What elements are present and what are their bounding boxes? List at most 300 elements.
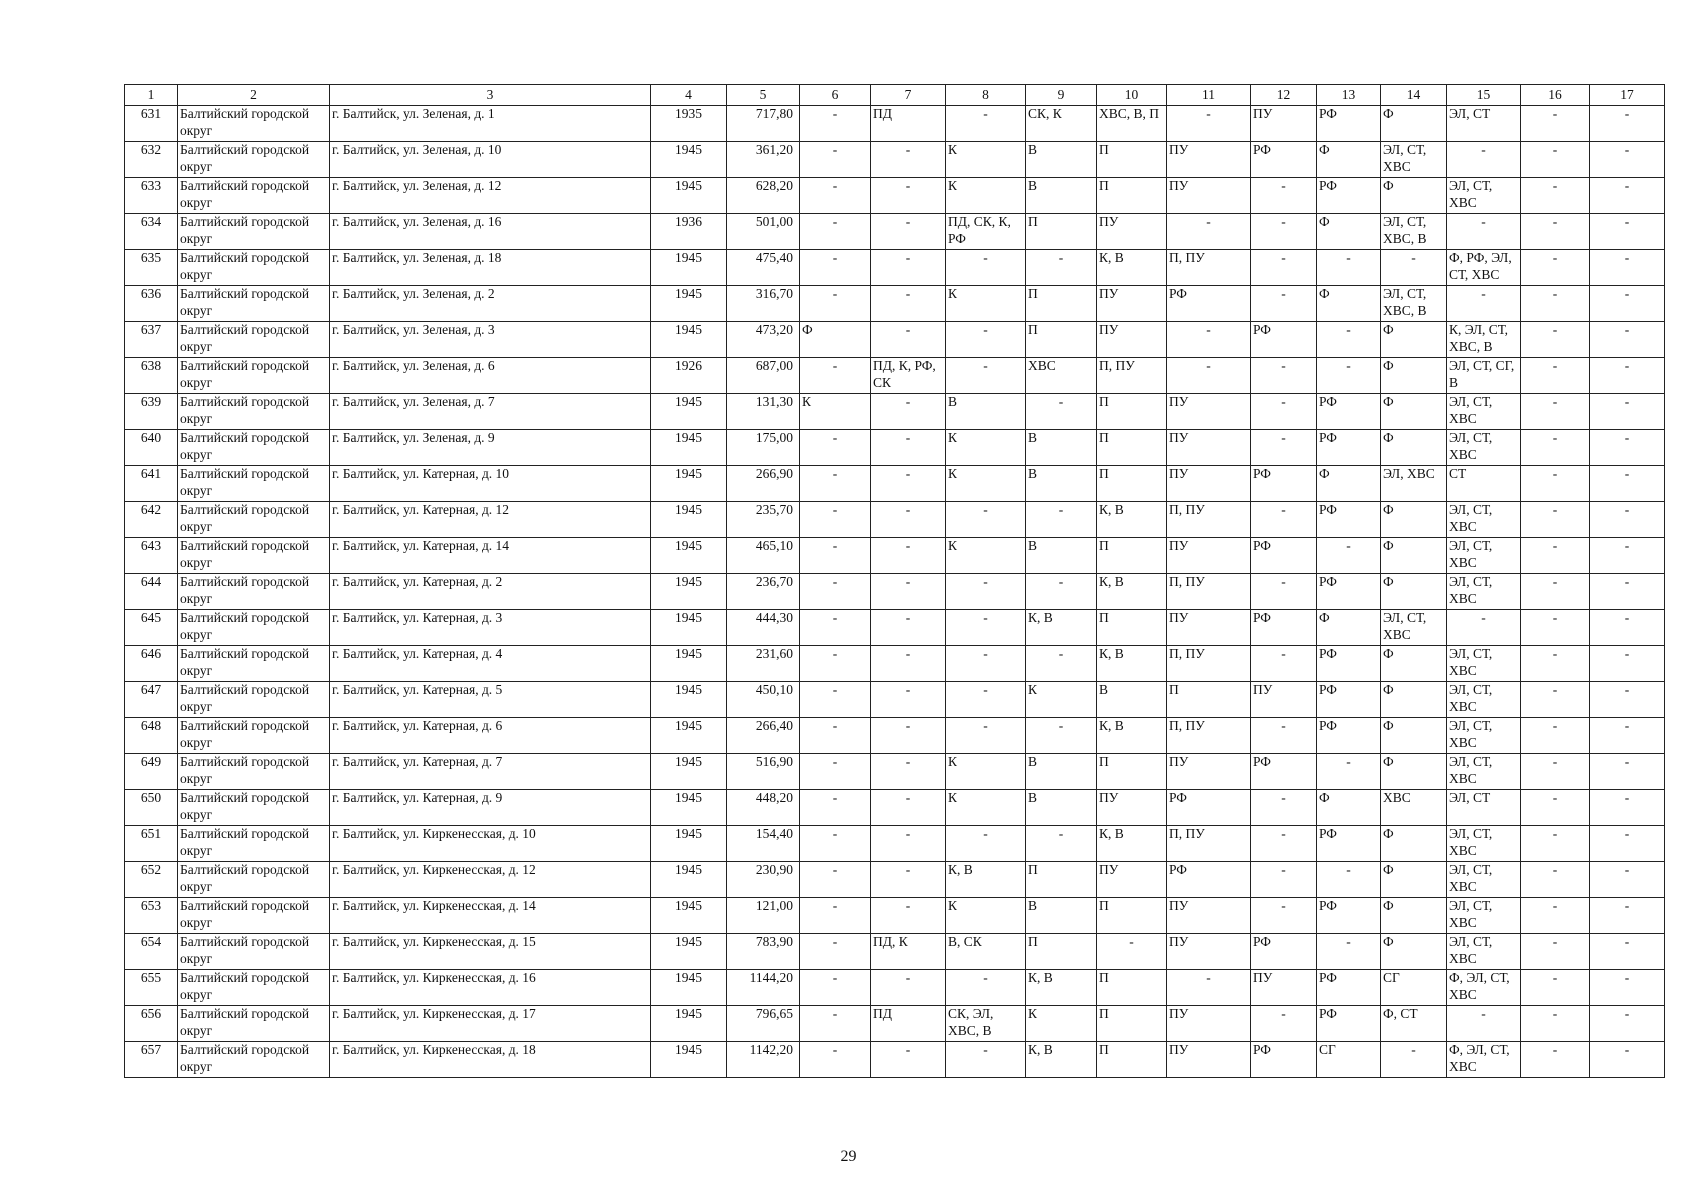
table-cell: РФ <box>1167 790 1251 826</box>
table-cell: Ф <box>1381 178 1447 214</box>
table-cell: 1945 <box>651 430 727 466</box>
table-cell: РФ <box>1167 286 1251 322</box>
table-row <box>125 610 1665 646</box>
table-cell: - <box>1590 610 1665 646</box>
table-cell: П <box>1097 898 1167 934</box>
table-cell: 230,90 <box>727 862 800 898</box>
column-header: 8 <box>946 85 1026 106</box>
table-cell: Ф <box>1381 862 1447 898</box>
table-cell: - <box>800 286 871 322</box>
table-row <box>125 142 1665 178</box>
table-cell: - <box>1521 970 1590 1006</box>
table-cell: 448,20 <box>727 790 800 826</box>
table-cell: 154,40 <box>727 826 800 862</box>
column-header: 4 <box>651 85 727 106</box>
table-cell: - <box>800 502 871 538</box>
table-cell: ЭЛ, СТ, ХВС <box>1447 754 1521 790</box>
table-cell: 1945 <box>651 646 727 682</box>
table-row <box>125 430 1665 466</box>
table-cell: - <box>946 106 1026 142</box>
table-cell: П <box>1097 178 1167 214</box>
table-cell: - <box>1521 610 1590 646</box>
table-cell: - <box>800 646 871 682</box>
column-header: 5 <box>727 85 800 106</box>
table-cell: - <box>1026 250 1097 286</box>
column-header: 6 <box>800 85 871 106</box>
table-cell: П <box>1026 214 1097 250</box>
table-cell: - <box>1167 214 1251 250</box>
table-cell: г. Балтийск, ул. Киркенесская, д. 18 <box>330 1042 651 1078</box>
table-row <box>125 826 1665 862</box>
table-cell: В, СК <box>946 934 1026 970</box>
table-cell: 1935 <box>651 106 727 142</box>
table-cell: СТ <box>1447 466 1521 502</box>
table-cell: Ф <box>1381 358 1447 394</box>
table-cell: Ф <box>1381 754 1447 790</box>
table-cell: К <box>946 790 1026 826</box>
table-cell: ЭЛ, СТ, ХВС <box>1447 898 1521 934</box>
table-cell: г. Балтийск, ул. Катерная, д. 10 <box>330 466 651 502</box>
table-cell: Балтийский городской округ <box>178 1042 330 1078</box>
table-cell: 654 <box>125 934 178 970</box>
table-cell: ЭЛ, СТ, ХВС <box>1447 682 1521 718</box>
table-cell: - <box>1521 718 1590 754</box>
table-cell: РФ <box>1317 898 1381 934</box>
table-cell: 1936 <box>651 214 727 250</box>
table-cell: - <box>1317 322 1381 358</box>
table-cell: РФ <box>1251 1042 1317 1078</box>
table-cell: - <box>871 574 946 610</box>
table-cell: 1945 <box>651 286 727 322</box>
table-cell: ХВС <box>1381 790 1447 826</box>
table-cell: г. Балтийск, ул. Зеленая, д. 18 <box>330 250 651 286</box>
table-cell: П <box>1097 466 1167 502</box>
table-cell: Ф <box>1381 682 1447 718</box>
table-cell: - <box>1251 286 1317 322</box>
table-row <box>125 466 1665 502</box>
table-cell: 1945 <box>651 178 727 214</box>
table-cell: г. Балтийск, ул. Катерная, д. 4 <box>330 646 651 682</box>
table-row <box>125 178 1665 214</box>
table-cell: 717,80 <box>727 106 800 142</box>
table-cell: СГ <box>1317 1042 1381 1078</box>
table-cell: - <box>1447 286 1521 322</box>
table-cell: РФ <box>1317 106 1381 142</box>
table-cell: 1945 <box>651 394 727 430</box>
table-cell: 642 <box>125 502 178 538</box>
table-cell: - <box>946 322 1026 358</box>
table-header-row <box>125 85 1665 106</box>
table-cell: П <box>1097 430 1167 466</box>
table-cell: К, В <box>1097 718 1167 754</box>
table-cell: ЭЛ, СТ, ХВС <box>1447 826 1521 862</box>
table-cell: ЭЛ, СТ, ХВС <box>1381 142 1447 178</box>
table-cell: - <box>800 574 871 610</box>
table-cell: Ф, ЭЛ, СТ, ХВС <box>1447 970 1521 1006</box>
table-cell: РФ <box>1251 538 1317 574</box>
table-cell: ПУ <box>1167 538 1251 574</box>
table-cell: 1945 <box>651 826 727 862</box>
table-cell: ЭЛ, ХВС <box>1381 466 1447 502</box>
table-cell: 1945 <box>651 610 727 646</box>
table-cell: - <box>1447 142 1521 178</box>
table-cell: ПУ <box>1251 106 1317 142</box>
table-cell: - <box>1317 538 1381 574</box>
table-cell: ПУ <box>1167 1006 1251 1042</box>
table-cell: 657 <box>125 1042 178 1078</box>
table-cell: г. Балтийск, ул. Катерная, д. 7 <box>330 754 651 790</box>
table-cell: 1945 <box>651 574 727 610</box>
table-cell: П <box>1026 862 1097 898</box>
table-cell: РФ <box>1317 826 1381 862</box>
table-cell: г. Балтийск, ул. Зеленая, д. 9 <box>330 430 651 466</box>
table-row <box>125 322 1665 358</box>
table-cell: Балтийский городской округ <box>178 934 330 970</box>
table-cell: - <box>871 538 946 574</box>
table-cell: г. Балтийск, ул. Зеленая, д. 16 <box>330 214 651 250</box>
table-cell: Балтийский городской округ <box>178 682 330 718</box>
table-cell: - <box>1521 646 1590 682</box>
table-cell: 475,40 <box>727 250 800 286</box>
table-cell: Балтийский городской округ <box>178 826 330 862</box>
table-cell: ПУ <box>1167 898 1251 934</box>
table-cell: 231,60 <box>727 646 800 682</box>
table-cell: - <box>1447 214 1521 250</box>
table-cell: - <box>1521 358 1590 394</box>
table-cell: - <box>800 430 871 466</box>
table-cell: 1945 <box>651 538 727 574</box>
table-cell: Балтийский городской округ <box>178 178 330 214</box>
table-cell: Балтийский городской округ <box>178 502 330 538</box>
table-cell: ПУ <box>1167 142 1251 178</box>
table-cell: - <box>800 250 871 286</box>
table-cell: - <box>800 970 871 1006</box>
table-cell: 1945 <box>651 250 727 286</box>
table-cell: - <box>1026 718 1097 754</box>
table-cell: Ф <box>1317 142 1381 178</box>
table-cell: - <box>871 142 946 178</box>
table-cell: - <box>1251 394 1317 430</box>
table-cell: 175,00 <box>727 430 800 466</box>
table-cell: П <box>1097 754 1167 790</box>
table-cell: - <box>946 646 1026 682</box>
table-cell: - <box>1590 862 1665 898</box>
table-cell: - <box>1590 574 1665 610</box>
table-cell: К <box>946 142 1026 178</box>
column-header: 10 <box>1097 85 1167 106</box>
column-header: 3 <box>330 85 651 106</box>
table-cell: 235,70 <box>727 502 800 538</box>
table-cell: ПУ <box>1167 430 1251 466</box>
table-cell: - <box>1521 862 1590 898</box>
table-cell: В <box>1026 898 1097 934</box>
table-cell: К, В <box>1026 970 1097 1006</box>
table-row <box>125 250 1665 286</box>
table-cell: - <box>800 898 871 934</box>
table-cell: - <box>1381 1042 1447 1078</box>
table-cell: - <box>946 250 1026 286</box>
table-cell: - <box>800 358 871 394</box>
table-cell: 636 <box>125 286 178 322</box>
table-cell: - <box>1251 574 1317 610</box>
table-cell: ХВС, В, П <box>1097 106 1167 142</box>
column-header: 9 <box>1026 85 1097 106</box>
table-cell: Балтийский городской округ <box>178 754 330 790</box>
table-cell: Балтийский городской округ <box>178 142 330 178</box>
table-cell: 647 <box>125 682 178 718</box>
table-cell: - <box>1447 1006 1521 1042</box>
table-cell: - <box>1590 718 1665 754</box>
table-cell: РФ <box>1317 682 1381 718</box>
table-cell: Ф, РФ, ЭЛ, СТ, ХВС <box>1447 250 1521 286</box>
table-cell: - <box>1317 358 1381 394</box>
table-cell: К, В <box>946 862 1026 898</box>
table-cell: 501,00 <box>727 214 800 250</box>
table-cell: - <box>1521 934 1590 970</box>
table-cell: - <box>1521 142 1590 178</box>
table-cell: - <box>946 574 1026 610</box>
table-cell: Ф <box>1317 286 1381 322</box>
table-cell: - <box>1590 322 1665 358</box>
table-row <box>125 862 1665 898</box>
table-cell: 653 <box>125 898 178 934</box>
table-cell: Ф, СТ <box>1381 1006 1447 1042</box>
table-cell: ПУ <box>1167 1042 1251 1078</box>
table-cell: 1945 <box>651 934 727 970</box>
table-cell: - <box>1590 682 1665 718</box>
table-cell: ЭЛ, СТ, ХВС <box>1447 538 1521 574</box>
table-cell: - <box>871 394 946 430</box>
table-cell: - <box>1590 286 1665 322</box>
table-cell: - <box>1590 754 1665 790</box>
table-cell: - <box>871 682 946 718</box>
table-cell: ПД <box>871 1006 946 1042</box>
table-cell: Ф <box>1381 322 1447 358</box>
table-cell: г. Балтийск, ул. Катерная, д. 14 <box>330 538 651 574</box>
table-cell: П, ПУ <box>1097 358 1167 394</box>
table-cell: - <box>1590 646 1665 682</box>
table-cell: РФ <box>1251 934 1317 970</box>
page-number: 29 <box>840 1148 857 1165</box>
table-cell: - <box>1590 394 1665 430</box>
table-cell: Ф <box>800 322 871 358</box>
table-cell: 796,65 <box>727 1006 800 1042</box>
table-cell: г. Балтийск, ул. Зеленая, д. 2 <box>330 286 651 322</box>
table-cell: РФ <box>1317 178 1381 214</box>
table-cell: 648 <box>125 718 178 754</box>
table-row <box>125 214 1665 250</box>
table-cell: - <box>1590 502 1665 538</box>
table-cell: К, В <box>1097 646 1167 682</box>
table-cell: - <box>1521 106 1590 142</box>
table-cell: ХВС <box>1026 358 1097 394</box>
table-cell: - <box>1167 322 1251 358</box>
table-cell: 783,90 <box>727 934 800 970</box>
table-cell: - <box>871 466 946 502</box>
table-cell: Ф <box>1381 430 1447 466</box>
table-cell: ЭЛ, СТ, ХВС <box>1447 430 1521 466</box>
table-cell: Ф <box>1317 790 1381 826</box>
table-row <box>125 718 1665 754</box>
table-cell: ПУ <box>1251 682 1317 718</box>
table-cell: ЭЛ, СТ, ХВС <box>1447 862 1521 898</box>
table-cell: Ф, ЭЛ, СТ, ХВС <box>1447 1042 1521 1078</box>
table-cell: Балтийский городской округ <box>178 970 330 1006</box>
table-row <box>125 574 1665 610</box>
table-cell: П, ПУ <box>1167 250 1251 286</box>
table-cell: - <box>1251 250 1317 286</box>
table-cell: П, ПУ <box>1167 718 1251 754</box>
table-cell: 641 <box>125 466 178 502</box>
table-row <box>125 934 1665 970</box>
table-cell: г. Балтийск, ул. Катерная, д. 2 <box>330 574 651 610</box>
table-cell: г. Балтийск, ул. Зеленая, д. 12 <box>330 178 651 214</box>
table-cell: - <box>1251 646 1317 682</box>
table-cell: - <box>1521 502 1590 538</box>
column-header: 13 <box>1317 85 1381 106</box>
table-cell: г. Балтийск, ул. Катерная, д. 9 <box>330 790 651 826</box>
table-cell: К <box>800 394 871 430</box>
table-cell: В <box>1026 466 1097 502</box>
table-cell: ЭЛ, СТ, ХВС <box>1447 178 1521 214</box>
table-cell: ПУ <box>1167 754 1251 790</box>
table-cell: Балтийский городской округ <box>178 1006 330 1042</box>
table-cell: РФ <box>1251 142 1317 178</box>
table-cell: ПУ <box>1167 610 1251 646</box>
table-cell: - <box>1251 430 1317 466</box>
table-cell: В <box>1097 682 1167 718</box>
table-cell: ЭЛ, СТ, ХВС <box>1447 646 1521 682</box>
table-cell: - <box>946 1042 1026 1078</box>
table-cell: К, В <box>1097 574 1167 610</box>
table-cell: 1945 <box>651 898 727 934</box>
table-cell: РФ <box>1317 718 1381 754</box>
table-cell: Балтийский городской округ <box>178 250 330 286</box>
table-cell: 266,40 <box>727 718 800 754</box>
table-cell: Ф <box>1317 214 1381 250</box>
table-cell: г. Балтийск, ул. Катерная, д. 5 <box>330 682 651 718</box>
table-cell: ЭЛ, СТ, ХВС <box>1381 610 1447 646</box>
table-cell: 646 <box>125 646 178 682</box>
table-cell: - <box>946 358 1026 394</box>
table-cell: - <box>871 322 946 358</box>
table-cell: 1945 <box>651 790 727 826</box>
table-cell: 634 <box>125 214 178 250</box>
table-cell: 450,10 <box>727 682 800 718</box>
table-cell: Ф <box>1381 826 1447 862</box>
table-cell: Балтийский городской округ <box>178 898 330 934</box>
table-cell: - <box>1590 1006 1665 1042</box>
table-cell: ЭЛ, СТ, ХВС <box>1447 394 1521 430</box>
table-cell: ПУ <box>1251 970 1317 1006</box>
table-row <box>125 358 1665 394</box>
table-row <box>125 970 1665 1006</box>
table-cell: - <box>800 790 871 826</box>
table-cell: ЭЛ, СТ <box>1447 790 1521 826</box>
table-cell: 1945 <box>651 862 727 898</box>
table-cell: - <box>946 682 1026 718</box>
column-header: 14 <box>1381 85 1447 106</box>
table-cell: Балтийский городской округ <box>178 466 330 502</box>
table-cell: г. Балтийск, ул. Зеленая, д. 6 <box>330 358 651 394</box>
table-cell: - <box>946 826 1026 862</box>
table-cell: 631 <box>125 106 178 142</box>
table-cell: К <box>1026 682 1097 718</box>
table-cell: - <box>871 898 946 934</box>
table-cell: - <box>800 106 871 142</box>
table-cell: РФ <box>1317 394 1381 430</box>
table-cell: - <box>1521 790 1590 826</box>
table-cell: - <box>800 682 871 718</box>
table-cell: 651 <box>125 826 178 862</box>
table-cell: РФ <box>1251 754 1317 790</box>
table-cell: К, ЭЛ, СТ, ХВС, В <box>1447 322 1521 358</box>
table-cell: 656 <box>125 1006 178 1042</box>
table-cell: РФ <box>1317 1006 1381 1042</box>
table-cell: г. Балтийск, ул. Катерная, д. 6 <box>330 718 651 754</box>
table-cell: - <box>1251 898 1317 934</box>
table-row <box>125 1006 1665 1042</box>
table-row <box>125 286 1665 322</box>
table-cell: Балтийский городской округ <box>178 790 330 826</box>
table-cell: 1945 <box>651 466 727 502</box>
table-cell: Балтийский городской округ <box>178 646 330 682</box>
table-row <box>125 106 1665 142</box>
table-cell: 1945 <box>651 1042 727 1078</box>
table-row <box>125 898 1665 934</box>
table-cell: ПД, К, РФ, СК <box>871 358 946 394</box>
table-cell: Ф <box>1381 718 1447 754</box>
table-cell: - <box>871 250 946 286</box>
table-cell: К <box>946 466 1026 502</box>
table-cell: - <box>871 430 946 466</box>
table-cell: ЭЛ, СТ, ХВС <box>1447 502 1521 538</box>
table-cell: - <box>1521 826 1590 862</box>
table-cell: - <box>1167 106 1251 142</box>
table-cell: - <box>1590 466 1665 502</box>
table-cell: - <box>1590 214 1665 250</box>
table-cell: - <box>1317 754 1381 790</box>
table-cell: 1945 <box>651 322 727 358</box>
table-cell: - <box>1026 826 1097 862</box>
table-cell: г. Балтийск, ул. Зеленая, д. 10 <box>330 142 651 178</box>
table-row <box>125 1042 1665 1078</box>
table-cell: - <box>1317 862 1381 898</box>
table-cell: - <box>1167 358 1251 394</box>
table-cell: Ф <box>1381 394 1447 430</box>
table-cell: П <box>1097 610 1167 646</box>
column-header: 11 <box>1167 85 1251 106</box>
table-cell: - <box>1251 178 1317 214</box>
table-cell: К, В <box>1097 250 1167 286</box>
table-cell: г. Балтийск, ул. Киркенесская, д. 15 <box>330 934 651 970</box>
table-cell: 643 <box>125 538 178 574</box>
table-cell: - <box>946 610 1026 646</box>
table-cell: 1945 <box>651 1006 727 1042</box>
table-cell: 640 <box>125 430 178 466</box>
table-cell: ПУ <box>1167 466 1251 502</box>
table-cell: - <box>800 1006 871 1042</box>
table-cell: - <box>871 754 946 790</box>
table-cell: - <box>800 754 871 790</box>
table-cell: 1142,20 <box>727 1042 800 1078</box>
table-cell: - <box>1251 358 1317 394</box>
table-cell: Ф <box>1381 934 1447 970</box>
table-row <box>125 502 1665 538</box>
table-cell: РФ <box>1251 610 1317 646</box>
table-cell: г. Балтийск, ул. Киркенесская, д. 16 <box>330 970 651 1006</box>
table-cell: Ф <box>1317 466 1381 502</box>
